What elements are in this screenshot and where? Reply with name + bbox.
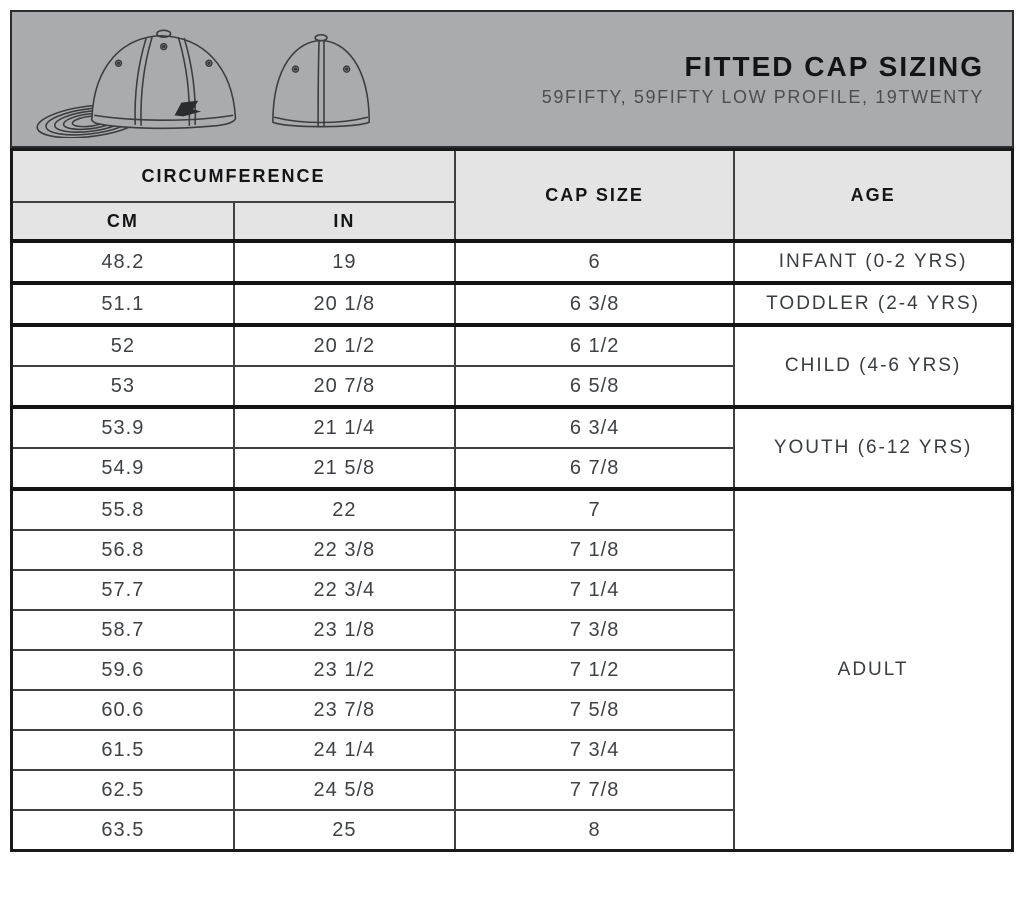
cell-cap: 6	[455, 241, 734, 283]
table-row	[12, 407, 1013, 448]
cell-cap: 7 3/4	[455, 730, 734, 770]
table-row	[12, 283, 1013, 325]
cell-in: 25	[234, 810, 455, 851]
cap-illustrations	[26, 20, 386, 138]
table-row	[12, 241, 1013, 283]
cell-cm: 61.5	[12, 730, 234, 770]
cell-cap: 7 3/8	[455, 610, 734, 650]
cell-in: 19	[234, 241, 455, 283]
header-circumference: CIRCUMFERENCE	[12, 150, 455, 203]
cell-in: 24 5/8	[234, 770, 455, 810]
cell-cap: 6 1/2	[455, 325, 734, 366]
cell-cm: 53	[12, 366, 234, 407]
page-subtitle: 59FIFTY, 59FIFTY LOW PROFILE, 19TWENTY	[541, 86, 984, 107]
cell-age-group: TODDLER (2-4 YRS)	[734, 283, 1012, 325]
cell-cap: 7 1/2	[455, 650, 734, 690]
cell-cap: 7 7/8	[455, 770, 734, 810]
cell-in: 20 7/8	[234, 366, 455, 407]
cell-in: 24 1/4	[234, 730, 455, 770]
cell-cap: 7	[455, 489, 734, 530]
sizing-sheet	[10, 10, 1014, 852]
cell-in: 22 3/4	[234, 570, 455, 610]
cell-in: 21 1/4	[234, 407, 455, 448]
cell-cm: 62.5	[12, 770, 234, 810]
cell-cm: 51.1	[12, 283, 234, 325]
cell-cap: 7 1/4	[455, 570, 734, 610]
header-cm: CM	[12, 202, 234, 241]
cell-in: 21 5/8	[234, 448, 455, 489]
cell-age-group: YOUTH (6-12 YRS)	[734, 407, 1012, 489]
cell-cap: 6 3/8	[455, 283, 734, 325]
sizing-table	[10, 148, 1014, 852]
cell-cm: 60.6	[12, 690, 234, 730]
banner	[10, 10, 1014, 148]
cell-cm: 48.2	[12, 241, 234, 283]
cell-cm: 63.5	[12, 810, 234, 851]
cell-in: 20 1/2	[234, 325, 455, 366]
cell-cm: 58.7	[12, 610, 234, 650]
cell-in: 20 1/8	[234, 283, 455, 325]
table-row	[12, 489, 1013, 530]
cell-cm: 57.7	[12, 570, 234, 610]
cell-age-group: ADULT	[734, 489, 1012, 851]
cell-cap: 7 5/8	[455, 690, 734, 730]
header-in: IN	[234, 202, 455, 241]
page-title: FITTED CAP SIZING	[684, 50, 984, 82]
cell-cm: 53.9	[12, 407, 234, 448]
cell-cap: 8	[455, 810, 734, 851]
banner-title-block	[541, 50, 984, 107]
cell-age-group: INFANT (0-2 YRS)	[734, 241, 1012, 283]
cell-cm: 59.6	[12, 650, 234, 690]
cell-cm: 55.8	[12, 489, 234, 530]
cap-back-view-illustration	[273, 35, 369, 127]
cell-in: 23 1/2	[234, 650, 455, 690]
cell-cap: 6 7/8	[455, 448, 734, 489]
table-row	[12, 325, 1013, 366]
cell-cap: 7 1/8	[455, 530, 734, 570]
cell-cm: 56.8	[12, 530, 234, 570]
cap-side-view-illustration	[35, 30, 235, 138]
header-cap-size: CAP SIZE	[455, 150, 734, 242]
sizing-table-body	[12, 241, 1013, 851]
cell-cap: 6 3/4	[455, 407, 734, 448]
header-age: AGE	[734, 150, 1012, 242]
cell-age-group: CHILD (4-6 YRS)	[734, 325, 1012, 407]
cell-in: 22 3/8	[234, 530, 455, 570]
cell-in: 23 1/8	[234, 610, 455, 650]
cell-in: 22	[234, 489, 455, 530]
cell-cap: 6 5/8	[455, 366, 734, 407]
cell-cm: 52	[12, 325, 234, 366]
cell-in: 23 7/8	[234, 690, 455, 730]
cell-cm: 54.9	[12, 448, 234, 489]
